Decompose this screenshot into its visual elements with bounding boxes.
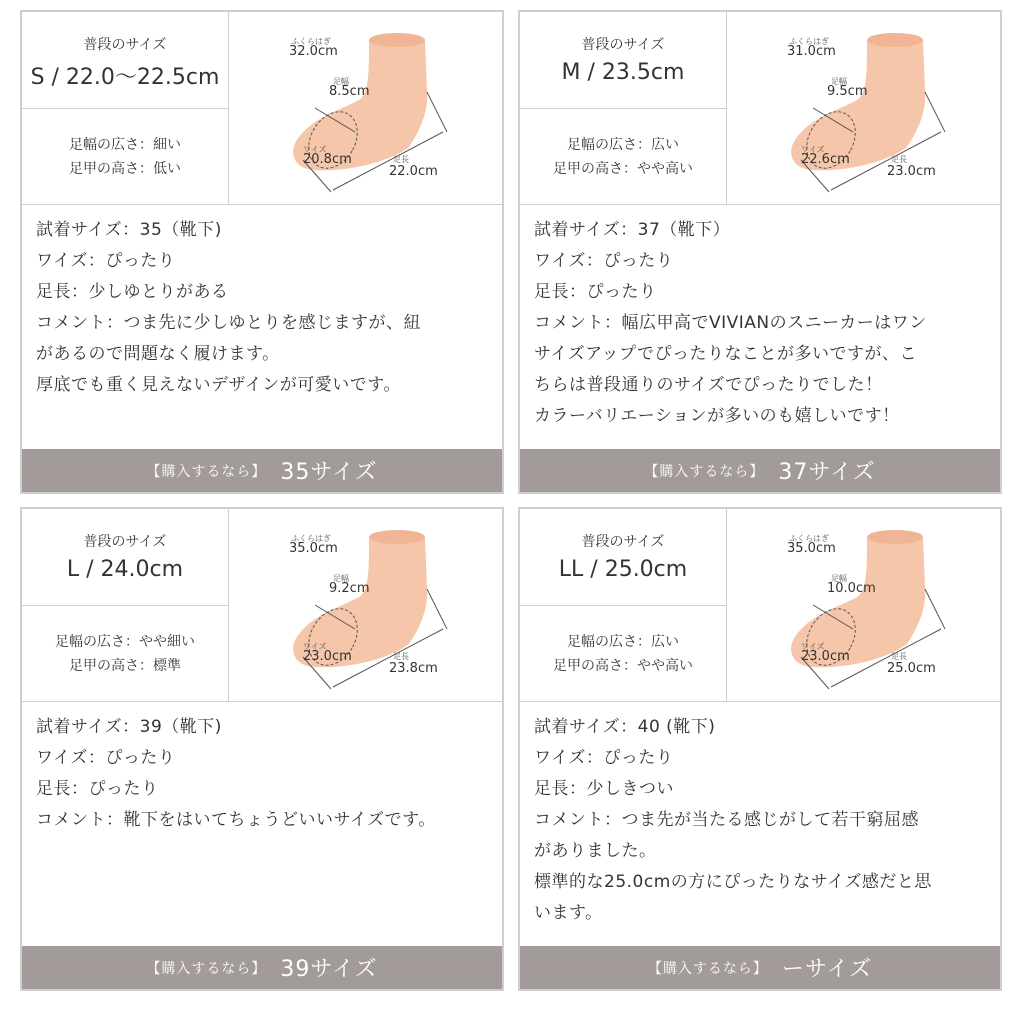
ankle-top (867, 33, 923, 47)
instep-height-text: 足甲の高さ：やや高い (553, 657, 693, 674)
usual-size-box (22, 509, 228, 606)
comment-line: コメント：つま先に少しゆとりを感じますが、紐 (36, 313, 421, 333)
comment-line: 試着サイズ：40 (靴下) (534, 717, 716, 737)
wise-label: ワイズ (801, 642, 825, 651)
ankle-top (369, 33, 425, 47)
comment-line: コメント：幅広甲高でVIVIANのスニーカーはワン (534, 313, 927, 333)
comment-line: 試着サイズ：35（靴下) (36, 220, 222, 240)
usual-size-box (520, 509, 726, 606)
usual-size-title: 普段のサイズ (581, 534, 665, 550)
foot-width-text: 足幅の広さ：やや細い (55, 633, 195, 650)
usual-size-title: 普段のサイズ (83, 37, 167, 53)
comment-line: 標準的な25.0cmの方にぴったりなサイズ感だと思 (534, 872, 932, 892)
foot-width-text: 足幅の広さ：細い (69, 136, 181, 153)
comment-line: 足長：少しゆとりがある (36, 282, 229, 302)
recommended-size-bar (520, 946, 1000, 989)
length-value: 25.0cm (887, 661, 936, 676)
comment-line: 試着サイズ：39（靴下) (36, 717, 222, 737)
calf-label: ふくらはぎ (789, 37, 829, 46)
foot-illustration (229, 12, 502, 202)
length-tick (925, 589, 945, 629)
recommended-size-bar (22, 946, 502, 989)
usual-size-title: 普段のサイズ (83, 534, 167, 550)
usual-size-value: LL / 25.0cm (558, 557, 688, 582)
wise-label: ワイズ (303, 642, 327, 651)
size-review-card (518, 507, 1002, 991)
calf-label: ふくらはぎ (291, 37, 331, 46)
comment-line: があるので問題なく履けます。 (36, 344, 280, 364)
length-label: 足長 (891, 155, 907, 164)
calf-value: 35.0cm (787, 541, 836, 556)
comment-line: ワイズ：ぴったり (36, 748, 176, 768)
length-label: 足長 (393, 155, 409, 164)
comment-line: 厚底でも重く見えないデザインが可愛いです。 (36, 375, 401, 395)
comment-line: コメント：つま先が当たる感じがして若干窮屈感 (534, 810, 919, 830)
length-tick (925, 92, 945, 132)
recommended-size: 37サイズ (778, 460, 876, 485)
fitting-comment (520, 205, 1000, 449)
usual-size-value: L / 24.0cm (66, 557, 184, 582)
length-value: 23.0cm (887, 164, 936, 179)
wise-value: 22.6cm (801, 152, 850, 167)
foot-shape-info (22, 606, 228, 701)
foot-diagram (727, 12, 1000, 205)
comment-line: がありました。 (534, 841, 657, 861)
width-label: 足幅 (333, 574, 349, 583)
comment-line: ワイズ：ぴったり (534, 251, 674, 271)
instep-height-text: 足甲の高さ：やや高い (553, 160, 693, 177)
comment-line: 足長：少しきつい (534, 779, 674, 799)
comment-line: 足長：ぴったり (534, 282, 657, 302)
width-value: 8.5cm (329, 84, 370, 99)
recommended-label: 【購入するなら】 (146, 960, 267, 977)
instep-height-text: 足甲の高さ：標準 (69, 657, 181, 674)
calf-label: ふくらはぎ (789, 534, 829, 543)
width-value: 9.2cm (329, 581, 370, 596)
foot-shape-info (520, 606, 726, 701)
ankle-top (867, 530, 923, 544)
comment-line: コメント：靴下をはいてちょうどいいサイズです。 (36, 810, 436, 830)
wise-value: 20.8cm (303, 152, 352, 167)
recommended-label: 【購入するなら】 (644, 463, 765, 480)
calf-value: 31.0cm (787, 44, 836, 59)
comment-line: 試着サイズ：37（靴下） (534, 220, 731, 240)
foot-width-text: 足幅の広さ：広い (567, 633, 679, 650)
usual-size-panel (520, 12, 727, 205)
width-label: 足幅 (831, 574, 847, 583)
foot-diagram (727, 509, 1000, 702)
fitting-comment (22, 702, 502, 946)
recommended-size: ーサイズ (781, 957, 873, 982)
size-review-card (20, 10, 504, 494)
wise-label: ワイズ (801, 145, 825, 154)
comment-line: ワイズ：ぴったり (534, 748, 674, 768)
length-value: 23.8cm (389, 661, 438, 676)
recommended-label: 【購入するなら】 (647, 960, 768, 977)
length-tick (427, 589, 447, 629)
usual-size-value: M / 23.5cm (561, 60, 685, 85)
comment-line: 足長：ぴったり (36, 779, 159, 799)
recommended-size-bar (22, 449, 502, 492)
recommended-label: 【購入するなら】 (146, 463, 267, 480)
width-value: 10.0cm (827, 581, 876, 596)
width-label: 足幅 (333, 77, 349, 86)
recommended-size: 39サイズ (280, 957, 378, 982)
foot-width-text: 足幅の広さ：広い (567, 136, 679, 153)
foot-shape-info (22, 109, 228, 204)
usual-size-panel (520, 509, 727, 702)
size-review-card (518, 10, 1002, 494)
comment-line: カラーバリエーションが多いのも嬉しいです！ (534, 406, 900, 426)
foot-shape-info (520, 109, 726, 204)
fitting-comment (520, 702, 1000, 946)
usual-size-box (22, 12, 228, 109)
usual-size-value: S / 22.0〜22.5cm (30, 65, 220, 90)
fitting-comment (22, 205, 502, 449)
foot-diagram (229, 12, 502, 205)
wise-label: ワイズ (303, 145, 327, 154)
wise-value: 23.0cm (303, 649, 352, 664)
calf-value: 35.0cm (289, 541, 338, 556)
foot-illustration (727, 12, 1000, 202)
instep-height-text: 足甲の高さ：低い (69, 160, 181, 177)
comment-line: います。 (534, 903, 603, 923)
comment-line: ちらは普段通りのサイズでぴったりでした！ (534, 375, 883, 395)
comment-line: サイズアップでぴったりなことが多いですが、こ (534, 344, 917, 364)
foot-illustration (727, 509, 1000, 699)
length-label: 足長 (891, 652, 907, 661)
calf-value: 32.0cm (289, 44, 338, 59)
calf-label: ふくらはぎ (291, 534, 331, 543)
length-value: 22.0cm (389, 164, 438, 179)
comment-line: ワイズ：ぴったり (36, 251, 176, 271)
usual-size-panel (22, 12, 229, 205)
usual-size-panel (22, 509, 229, 702)
wise-value: 23.0cm (801, 649, 850, 664)
width-value: 9.5cm (827, 84, 868, 99)
usual-size-box (520, 12, 726, 109)
length-label: 足長 (393, 652, 409, 661)
usual-size-title: 普段のサイズ (581, 37, 665, 53)
foot-illustration (229, 509, 502, 699)
foot-diagram (229, 509, 502, 702)
recommended-size-bar (520, 449, 1000, 492)
length-tick (427, 92, 447, 132)
ankle-top (369, 530, 425, 544)
size-review-card (20, 507, 504, 991)
recommended-size: 35サイズ (280, 460, 378, 485)
width-label: 足幅 (831, 77, 847, 86)
